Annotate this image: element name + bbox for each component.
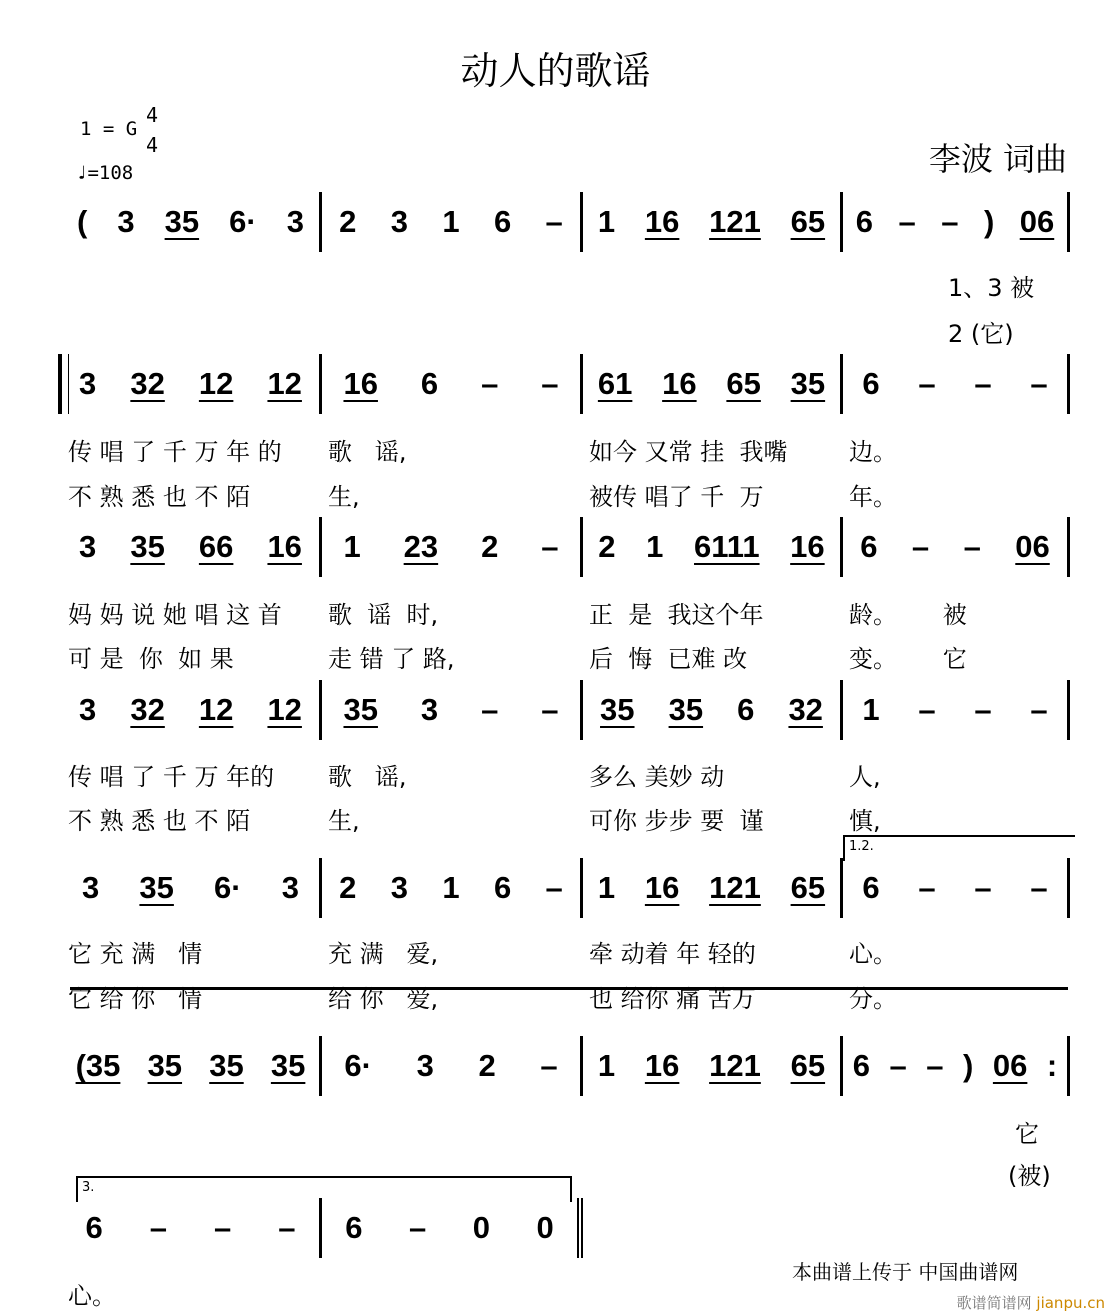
measure [843, 1036, 1070, 1096]
note: 3 [82, 870, 100, 905]
note: – [481, 692, 499, 727]
note: 1 [646, 529, 664, 564]
lyric-measure: 不 熟 悉 也 不 陌 [68, 483, 251, 511]
lyrics-line [62, 639, 1070, 674]
lyrics-line [62, 801, 1070, 836]
note: 0 [472, 1210, 490, 1245]
measure [322, 858, 583, 918]
note: 35 [600, 692, 635, 727]
note: 6 [345, 1210, 363, 1245]
note: 16 [644, 870, 680, 905]
note: 6· [344, 1048, 372, 1083]
note: 2 [598, 529, 616, 564]
notation-row [62, 1198, 1070, 1258]
author-credit: 李波 词曲 [928, 140, 1067, 178]
note: 3 [79, 529, 97, 564]
note: 1 [442, 204, 460, 239]
lyric-measure: 后 悔 已难 改 [589, 645, 748, 673]
note: 35 [668, 692, 704, 727]
note: 06 [1019, 204, 1055, 239]
measure [843, 354, 1070, 414]
note: 12 [267, 366, 302, 401]
note: 6· [214, 870, 242, 905]
lyrics-line [62, 934, 1070, 969]
lyric-measure: 心。 [68, 1282, 116, 1310]
note: 65 [726, 366, 761, 401]
lyrics-line [62, 432, 1070, 467]
note: – [545, 204, 563, 239]
measure [583, 517, 843, 577]
note: ) [963, 1048, 974, 1083]
notation-row [62, 192, 1070, 252]
note: 6 [85, 1210, 103, 1245]
note: 3 [281, 870, 299, 905]
note: ( [77, 204, 88, 239]
note: 35 [790, 366, 826, 401]
measure [322, 1036, 583, 1096]
note: – [1030, 870, 1048, 905]
note: 65 [790, 870, 826, 905]
measure [583, 680, 843, 740]
note: – [409, 1210, 427, 1245]
note: 6 [493, 870, 512, 905]
note: 1 [343, 529, 361, 564]
note: – [214, 1210, 232, 1245]
lyric-measure: 人, [849, 763, 881, 791]
lyric-measure: 不 熟 悉 也 不 陌 [68, 807, 251, 835]
note: – [1030, 692, 1048, 727]
lyrics-line [62, 757, 1070, 792]
note: 35 [147, 1048, 183, 1083]
note: 6111 [694, 529, 760, 564]
note: 66 [198, 529, 234, 564]
note: 1 [862, 692, 880, 727]
note: 35 [130, 529, 165, 564]
note: 6 [493, 204, 512, 239]
lyric-measure: 它 充 满 情 [68, 940, 203, 968]
note: – [941, 204, 959, 239]
lyric-measure: 充 满 爱, [328, 940, 439, 968]
lyric-measure: 被传 唱了 千 万 [589, 483, 764, 511]
measure [322, 192, 583, 252]
lyric-measure: 多么 美妙 动 [589, 763, 725, 791]
lyric-measure: 牵 动着 年 轻的 [589, 940, 756, 968]
key-signature: 1 = G [80, 118, 138, 140]
lyric-measure: 龄。 被 [849, 601, 967, 629]
lyric-measure: 给 你 爱, [328, 985, 439, 1013]
annotation: 2 (它) [948, 320, 1014, 348]
note: 3 [416, 1048, 434, 1083]
note: 1 [597, 870, 616, 905]
lyrics-line [62, 595, 1070, 630]
notation-row [62, 680, 1070, 740]
lyric-measure: 歌 谣, [328, 763, 407, 791]
note: 6 [855, 204, 873, 239]
measure [62, 858, 322, 918]
note: 65 [790, 1048, 826, 1083]
note: – [278, 1210, 296, 1245]
note: – [918, 870, 936, 905]
note: – [974, 870, 992, 905]
note: 35 [139, 870, 174, 905]
note: – [1030, 366, 1048, 401]
lyric-measure: 生, [328, 807, 360, 835]
tempo-marking: ♩=108 [76, 162, 134, 184]
measure [62, 192, 322, 252]
note: – [149, 1210, 167, 1245]
lyric-measure: 歌 谣, [328, 438, 407, 466]
measure [62, 1198, 322, 1258]
note: – [541, 692, 559, 727]
note: 35 [164, 204, 200, 239]
note: – [963, 529, 981, 564]
lyric-measure: 传 唱 了 千 万 年的 [68, 763, 275, 791]
note: 2 [481, 529, 499, 564]
lyrics-line [62, 477, 1070, 512]
song-title: 动人的歌谣 [460, 49, 651, 93]
note: 16 [644, 204, 680, 239]
lyric-measure: 歌 谣 时, [328, 601, 439, 629]
note: 35 [270, 1048, 306, 1083]
notation-row [62, 517, 1070, 577]
note: 6 [737, 692, 755, 727]
note: 65 [790, 204, 826, 239]
note: 61 [597, 366, 633, 401]
note: (35 [75, 1048, 121, 1083]
note: – [974, 692, 992, 727]
volta-bracket: 1.2. [843, 835, 1075, 861]
lyric-measure: 边。 [849, 438, 897, 466]
note: 35 [209, 1048, 244, 1083]
note: – [540, 1048, 558, 1083]
annotation: 1、3 被 [948, 274, 1035, 302]
annotation: 它 [1015, 1120, 1039, 1148]
lyric-measure: 慎, [849, 807, 881, 835]
note: : [1046, 1048, 1058, 1083]
lyric-measure: 年。 [849, 483, 897, 511]
measure [843, 517, 1070, 577]
note: 32 [788, 692, 823, 727]
note: 6 [860, 529, 878, 564]
note: 16 [343, 366, 378, 401]
time-signature [146, 100, 158, 160]
measure [62, 680, 322, 740]
lyric-measure: 可你 步步 要 谨 [589, 807, 764, 835]
note: 32 [130, 366, 165, 401]
note: – [926, 1048, 944, 1083]
note: 12 [198, 366, 234, 401]
lyric-measure: 也 给你 痛 苦万 [589, 985, 756, 1013]
note: 3 [79, 692, 97, 727]
measure [322, 517, 583, 577]
lyric-measure: 变。 它 [849, 645, 967, 673]
note: 121 [709, 204, 761, 239]
note: 32 [130, 692, 165, 727]
note: 06 [1015, 529, 1050, 564]
note: 6 [862, 870, 880, 905]
measure [583, 192, 843, 252]
note: 16 [662, 366, 697, 401]
notation-row [62, 1036, 1070, 1096]
note: 35 [343, 692, 378, 727]
note: 121 [709, 870, 761, 905]
lyric-measure: 它 给 你 情 [68, 985, 203, 1013]
note: – [541, 366, 559, 401]
lyric-measure: 分。 [849, 985, 897, 1013]
note: 6· [229, 204, 257, 239]
measure [583, 1036, 843, 1096]
note: 06 [992, 1048, 1028, 1083]
lyric-measure: 生, [328, 483, 360, 511]
note: 6 [862, 366, 880, 401]
time-top: 4 [146, 103, 159, 127]
watermark-cn: 歌谱简谱网 [956, 1294, 1032, 1312]
measure [583, 858, 843, 918]
lyric-measure: 心。 [849, 940, 897, 968]
note: 16 [267, 529, 302, 564]
measure [322, 354, 583, 414]
note: – [481, 366, 499, 401]
lyric-measure: 如今 又常 挂 我嘴 [589, 438, 788, 466]
lyric-measure: 传 唱 了 千 万 年 的 [68, 438, 282, 466]
note: 3 [390, 870, 409, 905]
note: – [918, 366, 936, 401]
divider [70, 987, 1068, 990]
lyric-measure: 可 是 你 如 果 [68, 645, 234, 673]
note: 3 [286, 204, 304, 239]
note: 16 [790, 529, 825, 564]
note: – [918, 692, 936, 727]
note: 2 [339, 204, 357, 239]
note: 1 [597, 1048, 616, 1083]
measure [322, 1198, 583, 1258]
note: 12 [198, 692, 234, 727]
measure [62, 517, 322, 577]
note: – [898, 204, 916, 239]
measure [583, 354, 843, 414]
note: 6 [852, 1048, 870, 1083]
note: – [889, 1048, 907, 1083]
measure [843, 858, 1070, 918]
note: – [541, 529, 559, 564]
lyrics-line [62, 979, 1070, 1014]
measure [843, 680, 1070, 740]
note: 16 [644, 1048, 680, 1083]
notation-row [62, 858, 1070, 918]
measure [62, 354, 322, 414]
lyric-measure: 妈 妈 说 她 唱 这 首 [68, 601, 282, 629]
note: 3 [117, 204, 135, 239]
note: 0 [536, 1210, 554, 1245]
note: 3 [79, 366, 97, 401]
note: 1 [442, 870, 460, 905]
lyric-measure: 正 是 我这个年 [589, 601, 764, 629]
measure [322, 680, 583, 740]
volta-bracket: 3. [76, 1176, 572, 1202]
note: – [911, 529, 930, 564]
note: ) [983, 204, 995, 239]
note: 1 [597, 204, 616, 239]
note: 2 [339, 870, 357, 905]
measure [843, 192, 1070, 252]
note: – [545, 870, 563, 905]
note: 2 [478, 1048, 496, 1083]
annotation: (被) [1008, 1162, 1051, 1190]
notation-row [62, 354, 1070, 414]
note: 3 [390, 204, 409, 239]
watermark-en: jianpu.cn [1036, 1294, 1105, 1312]
footer-text: 本曲谱上传于 中国曲谱网 [792, 1260, 1019, 1284]
note: 6 [420, 366, 439, 401]
note: 121 [709, 1048, 761, 1083]
lyric-measure: 走 错 了 路, [328, 645, 455, 673]
time-bottom: 4 [146, 133, 159, 157]
note: 23 [403, 529, 439, 564]
measure [62, 1036, 322, 1096]
watermark [957, 1294, 1105, 1312]
note: 12 [267, 692, 302, 727]
note: 3 [420, 692, 439, 727]
note: – [974, 366, 992, 401]
